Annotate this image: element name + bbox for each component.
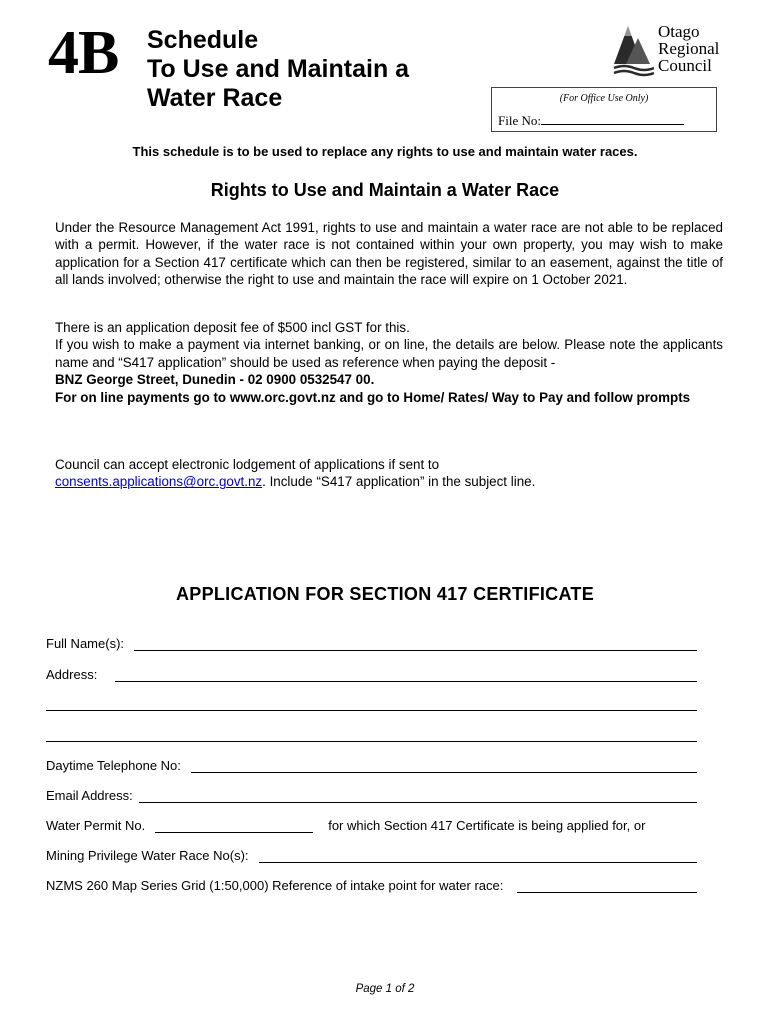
fee-text: There is an application deposit fee of $500 incl GST for this. [55, 320, 410, 335]
payment-block [55, 319, 723, 406]
water-permit-label: Water Permit No. [46, 818, 146, 833]
application-title: APPLICATION FOR SECTION 417 CERTIFICATE [175, 584, 595, 604]
lodgement-suffix: . Include “S417 application” in the subject line. [262, 474, 536, 490]
lodgement-prefix: Council can accept electronic lodgement of applications if sent to [55, 457, 440, 472]
address-field-2[interactable] [46, 709, 697, 711]
mining-privilege-field[interactable] [259, 848, 697, 863]
nzms-row [46, 875, 697, 893]
address-label: Address: [46, 667, 98, 682]
logo-text-1: Otago [658, 22, 700, 41]
title-line-1: Schedule [147, 26, 259, 54]
page-number: Page 1 of 2 [355, 983, 415, 995]
nzms-label: NZMS 260 Map Series Grid (1:50,000) Reference of intake point for water race: [46, 878, 504, 893]
office-use-label: (For Office Use Only) [559, 93, 649, 104]
logo-text-3: Council [658, 56, 712, 75]
title-line-3: Water Race [147, 84, 283, 112]
title-line-2: To Use and Maintain a [147, 55, 410, 83]
bank-details: BNZ George Street, Dunedin - 02 0900 0532547 00. [55, 372, 375, 388]
lodgement-line [55, 473, 723, 490]
mining-privilege-label: Mining Privilege Water Race No(s): [46, 848, 249, 863]
full-names-field[interactable] [134, 636, 697, 651]
lodgement-block [55, 456, 723, 491]
online-payment-text: For on line payments go to www.orc.govt.nz and go to Home/ Rates/ Way to Pay and follow prompts [55, 389, 691, 405]
mining-privilege-row [46, 845, 697, 863]
office-use-box [491, 87, 717, 132]
orc-logo [612, 20, 732, 78]
address-row [46, 664, 697, 682]
file-no-label: File No: [498, 113, 541, 128]
file-no-field [541, 112, 684, 125]
water-permit-field[interactable] [155, 818, 313, 833]
email-label: Email Address: [46, 788, 133, 803]
water-permit-row [46, 815, 697, 833]
nzms-field[interactable] [517, 878, 697, 893]
full-names-label: Full Name(s): [46, 636, 125, 651]
telephone-label: Daytime Telephone No: [46, 758, 181, 773]
email-link[interactable]: consents.applications@orc.govt.nz [55, 474, 263, 490]
address-field-1[interactable] [115, 667, 697, 682]
full-names-row [46, 633, 697, 651]
section-title: Rights to Use and Maintain a Water Race [210, 180, 560, 200]
address-field-3[interactable] [46, 740, 697, 742]
file-no-row [498, 112, 684, 129]
schedule-number: 4B [48, 19, 119, 87]
telephone-field[interactable] [191, 758, 697, 773]
water-permit-suffix: for which Section 417 Certificate is being applied for, or [328, 818, 646, 833]
payment-text: If you wish to make a payment via internet banking, or on line, the details are below. Please note the applicants name and “S417 application” should be used as reference when paying the deposit - [55, 337, 723, 370]
email-row [46, 785, 697, 803]
mountain-logo-icon [612, 20, 654, 78]
telephone-row [46, 755, 697, 773]
paragraph-rma: Under the Resource Management Act 1991, rights to use and maintain a water race are not able to be replaced with a permit. However, if the water race is not contained within your own property, you may wish to make application for a Section 417 certificate which can then be registered, similar to an easement, against the title of all lands involved; otherwise the right to use and maintain the race will expire on 1 October 2021. [55, 220, 723, 288]
email-field[interactable] [139, 788, 697, 803]
intro-text: This schedule is to be used to replace any rights to use and maintain water races. [132, 144, 638, 159]
logo-text-2: Regional [658, 39, 720, 58]
